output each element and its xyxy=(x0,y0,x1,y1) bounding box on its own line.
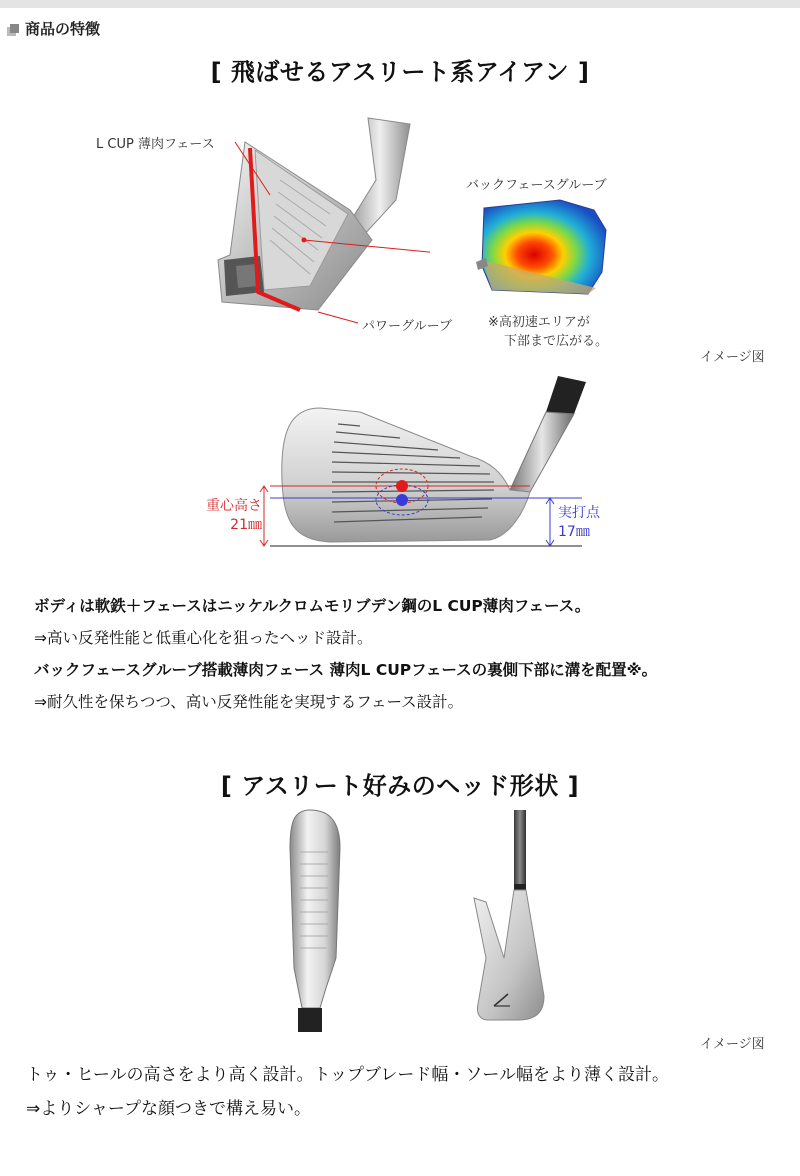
impact-point-spec xyxy=(558,504,600,542)
image-note-1: イメージ図 xyxy=(700,350,765,365)
feature2-paragraph-2: ⇒よりシャープな顔つきで構え易い。 xyxy=(26,1099,312,1119)
caption-lcup-face: L CUP 薄肉フェース xyxy=(96,137,215,152)
top-divider-bar xyxy=(0,0,800,8)
note-line-1: ※高初速エリアが xyxy=(488,315,590,330)
feature1-paragraph-4: ⇒耐久性を保ちつつ、高い反発性能を実現するフェース設計。 xyxy=(34,693,464,711)
face-speed-heatmap xyxy=(476,196,612,300)
cg-height-spec xyxy=(188,497,262,535)
impact-point-value: 17㎜ xyxy=(558,524,590,540)
address-view-illustration xyxy=(270,808,360,1034)
note-line-2: 下部まで広がる。 xyxy=(504,334,609,349)
cg-height-label: 重心高さ xyxy=(206,498,262,514)
feature1-paragraph-1: ボディは軟鉄＋フェースはニッケルクロムモリブデン鋼のL CUP薄肉フェース。 xyxy=(34,597,591,615)
feature1-paragraph-3: バックフェースグルーブ搭載薄肉フェース 薄肉L CUPフェースの裏側下部に溝を配置※。 xyxy=(34,661,658,679)
toe-view-illustration xyxy=(464,808,564,1026)
feature2-paragraph-1: トゥ・ヒールの高さをより高く設計。トップブレード幅・ソール幅をより薄く設計。 xyxy=(26,1065,670,1085)
caption-backface-groove: バックフェースグルーブ xyxy=(466,178,607,193)
cg-height-value: 21㎜ xyxy=(230,517,262,533)
callout-leader-lines xyxy=(230,140,380,340)
square-bullet-icon xyxy=(10,24,19,33)
feature2-heading: [ アスリート好みのヘッド形状 ] xyxy=(220,772,580,800)
caption-power-groove: パワーグルーブ xyxy=(362,319,452,334)
section-label xyxy=(10,18,100,39)
feature1-heading: [ 飛ばせるアスリート系アイアン ] xyxy=(210,58,590,86)
section-label-text: 商品の特徴 xyxy=(25,20,101,38)
image-note-2: イメージ図 xyxy=(700,1037,765,1052)
impact-point-label: 実打点 xyxy=(558,505,600,521)
feature1-paragraph-2: ⇒高い反発性能と低重心化を狙ったヘッド設計。 xyxy=(34,629,373,647)
